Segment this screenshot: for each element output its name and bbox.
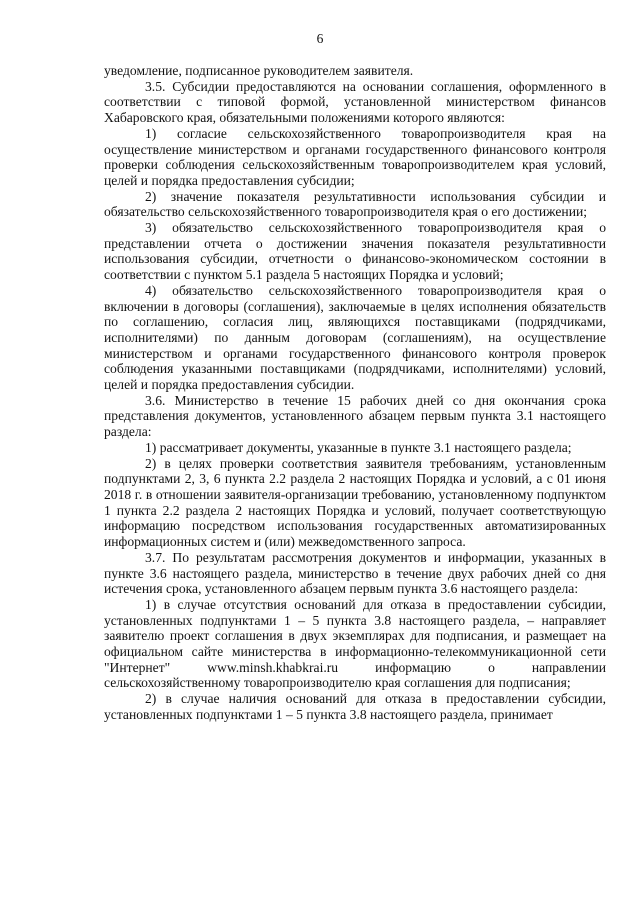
paragraph-3-5-item-1: 1) согласие сельскохозяйственного товаропроизводителя края на осуществление министерством и органами государственного финансового контроля проверки соблюдения сельскохозяйственным товаропроизводителем края условий, целей и порядка предоставления субсидии; — [104, 125, 606, 188]
paragraph-3-7: 3.7. По результатам рассмотрения документов и информации, указанных в пункте 3.6 настоящего раздела, министерство в течение двух рабочих дней со дня истечения срока, установленного абзацем первым пункта 3.6 настоящего раздела: — [104, 549, 606, 597]
paragraph-3-6-item-1: 1) рассматривает документы, указанные в пункте 3.1 настоящего раздела; — [145, 439, 572, 455]
paragraph-3-7-item-2: 2) в случае наличия оснований для отказа в предоставлении субсидии, установленных подпунктами 1 – 5 пункта 3.8 настоящего раздела, принимает — [104, 691, 606, 722]
paragraph-3-6: 3.6. Министерство в течение 15 рабочих дней со дня окончания срока представления документов, установленного абзацем первым пункта 3.1 настоящего раздела: — [104, 392, 606, 440]
document-body — [104, 63, 606, 723]
paragraph-continuation: уведомление, подписанное руководителем заявителя. — [104, 63, 414, 78]
page-number: 6 — [316, 31, 324, 46]
paragraph-3-7-item-1: 1) в случае отсутствия оснований для отказа в предоставлении субсидии, установленных подпунктами 1 – 5 пункта 3.8 настоящего раздела, – направляет заявителю проект соглашения в двух экземплярах для подписания, и размещает на официальном сайте министерства в информационно-телекоммуникационной сети "Интернет" www.minsh.khabkrai.ru информацию о направлении сельскохозяйственному товаропроизводителю края соглашения для подписания; — [104, 596, 606, 691]
paragraph-3-5-item-3: 3) обязательство сельскохозяйственного товаропроизводителя края о представлении отчета о достижении значения показателя результативности использования субсидии, отчетности о финансово-экономическом состоянии в соответствии с пунктом 5.1 раздела 5 настоящих Порядка и условий; — [104, 220, 606, 283]
paragraph-3-5-item-4: 4) обязательство сельскохозяйственного товаропроизводителя края о включении в договоры (соглашения), заключаемые в целях исполнения обязательств по соглашению, согласия лиц, являющихся поставщиками (подрядчиками, исполнителями) по данным договорам (соглашениям), на осуществление министерством и органами государственного финансового контроля проверок соблюдения указанными поставщиками (подрядчиками, исполнителями) условий, целей и порядка предоставления субсидии. — [104, 282, 606, 393]
paragraph-3-5: 3.5. Субсидии предоставляются на основании соглашения, оформленного в соответствии с типовой формой, установленной министерством финансов Хабаровского края, обязательными положениями которого являются: — [104, 78, 606, 126]
paragraph-3-5-item-2: 2) значение показателя результативности использования субсидии и обязательство сельскохозяйственного товаропроизводителя края о его достижении; — [104, 188, 606, 220]
paragraph-3-6-item-2: 2) в целях проверки соответствия заявителя требованиям, установленным подпунктами 2, 3, 6 пункта 2.2 раздела 2 настоящих Порядка и условий, а с 01 июня 2018 г. в отношении заявителя-организации требованию, установленному подпунктом 1 пункта 2.2 раздела 2 настоящих Порядка и условий, получает соответствующую информацию посредством использования государственных автоматизированных информационных систем и (или) межведомственного запроса. — [104, 455, 606, 550]
